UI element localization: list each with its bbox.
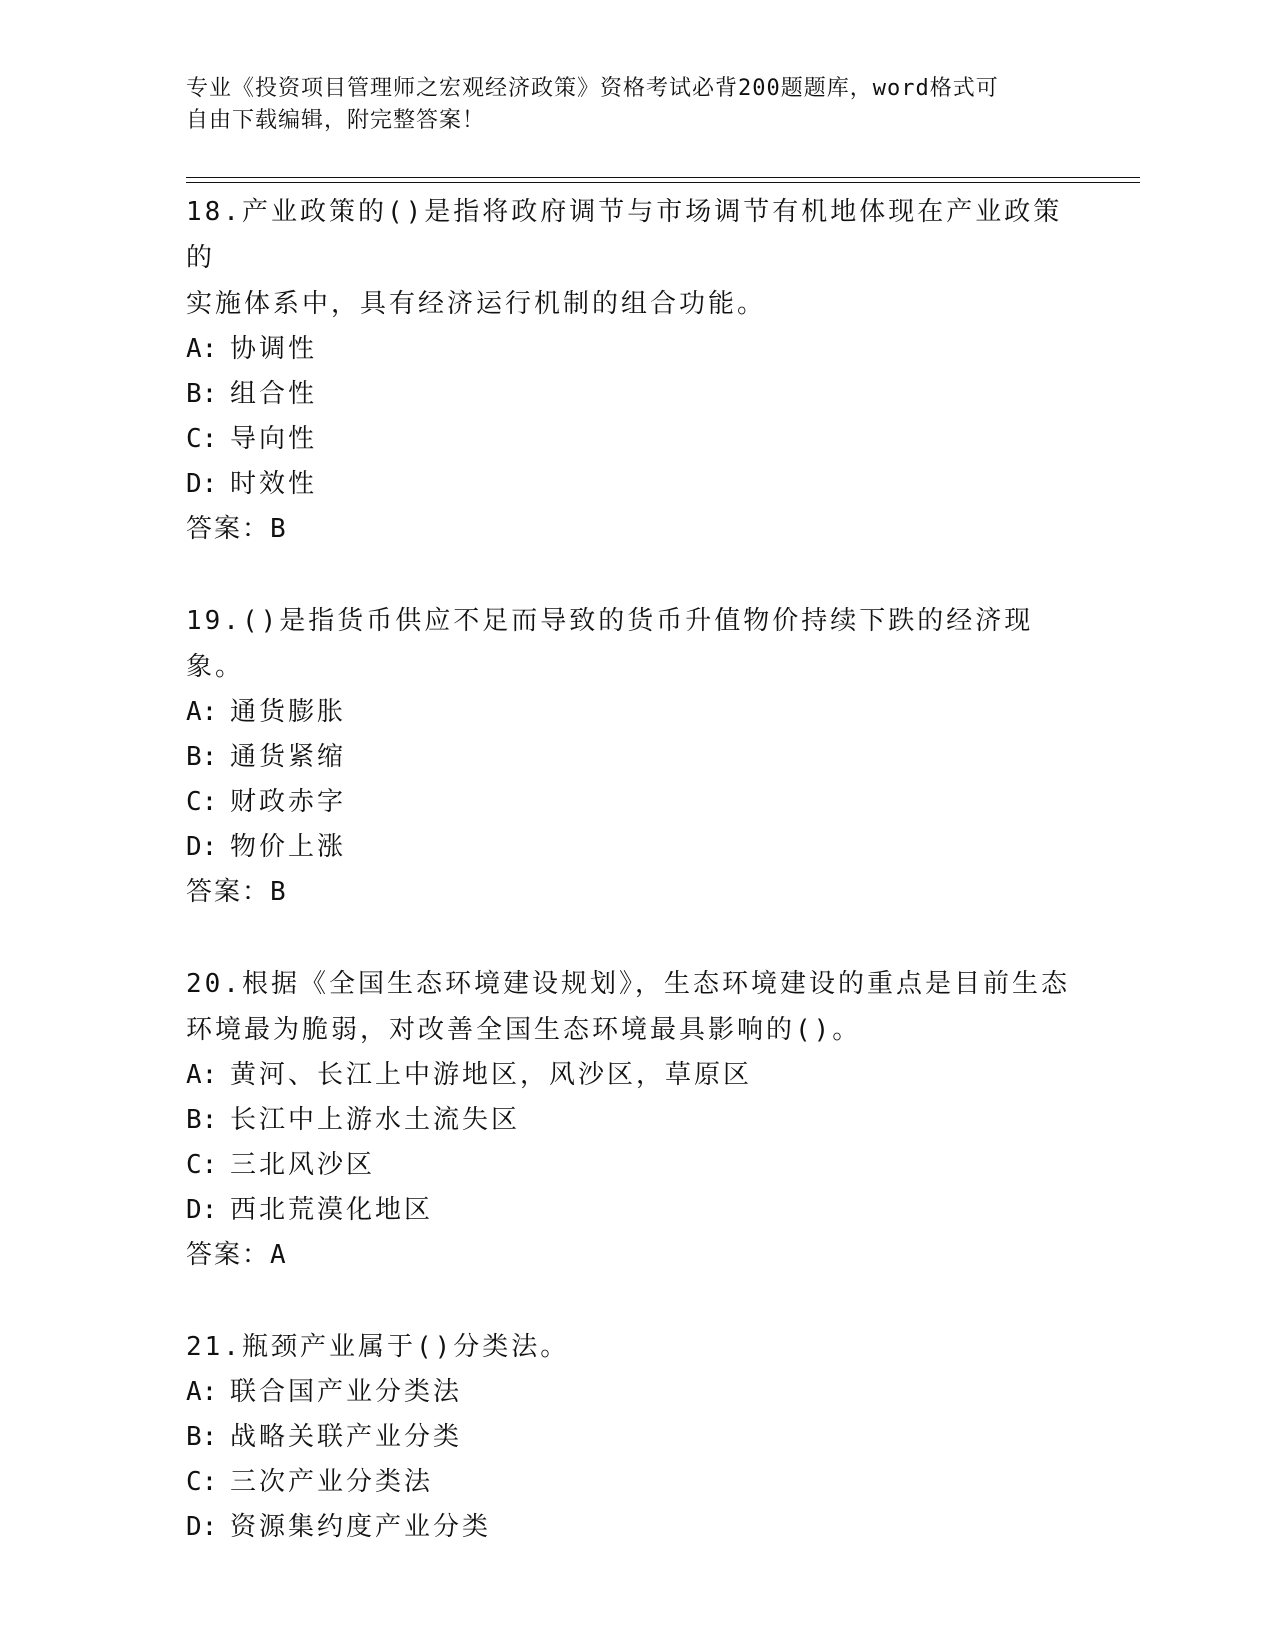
option-text: 三北风沙区 (230, 1150, 376, 1180)
option-text: 西北荒漠化地区 (230, 1195, 434, 1225)
question-19 (186, 598, 1086, 915)
option-text: 黄河、长江上中游地区，风沙区，草原区 (230, 1060, 753, 1090)
option-d (186, 1188, 1086, 1233)
header-divider-top (186, 177, 1140, 178)
answer-line (186, 1233, 1086, 1278)
option-letter: C: (186, 424, 218, 454)
question-18 (186, 189, 1086, 552)
option-a (186, 1370, 1086, 1415)
option-letter: B: (186, 379, 218, 409)
answer-line (186, 507, 1086, 552)
option-b (186, 372, 1086, 417)
option-letter: C: (186, 1467, 218, 1497)
option-letter: C: (186, 787, 218, 817)
answer-label: 答案： (186, 514, 271, 544)
question-stem-line-1: 18.产业政策的()是指将政府调节与市场调节有机地体现在产业政策的 (186, 197, 1063, 273)
question-stem-line-1: 21.瓶颈产业属于()分类法。 (186, 1332, 570, 1362)
option-text: 长江中上游水土流失区 (230, 1105, 521, 1135)
option-d (186, 462, 1086, 507)
option-text: 协调性 (230, 334, 318, 364)
option-text: 三次产业分类法 (230, 1467, 434, 1497)
option-c (186, 1143, 1086, 1188)
document-header (186, 73, 1086, 137)
option-letter: A: (186, 334, 218, 364)
answer-label: 答案： (186, 1240, 271, 1270)
option-c (186, 417, 1086, 462)
header-line-1: 专业《投资项目管理师之宏观经济政策》资格考试必背200题题库，word格式可 (186, 76, 999, 101)
question-stem (186, 598, 1086, 690)
option-text: 通货紧缩 (230, 742, 347, 772)
option-letter: B: (186, 1105, 218, 1135)
option-letter: A: (186, 1060, 218, 1090)
option-text: 组合性 (230, 379, 318, 409)
option-letter: D: (186, 1195, 218, 1225)
option-b (186, 735, 1086, 780)
option-c (186, 1460, 1086, 1505)
option-text: 通货膨胀 (230, 697, 347, 727)
option-letter: D: (186, 469, 218, 499)
option-b (186, 1415, 1086, 1460)
option-text: 财政赤字 (230, 787, 347, 817)
option-d (186, 825, 1086, 870)
option-letter: A: (186, 1377, 218, 1407)
question-21 (186, 1324, 1086, 1550)
option-letter: B: (186, 742, 218, 772)
answer-value: A (270, 1240, 288, 1270)
option-letter: C: (186, 1150, 218, 1180)
answer-label: 答案： (186, 877, 271, 907)
option-letter: D: (186, 832, 218, 862)
question-stem-line-1: 19.()是指货币供应不足而导致的货币升值物价持续下跌的经济现象。 (186, 606, 1034, 682)
option-text: 导向性 (230, 424, 318, 454)
option-text: 时效性 (230, 469, 318, 499)
answer-value: B (270, 514, 288, 544)
question-stem-line-2: 环境最为脆弱，对改善全国生态环境最具影响的()。 (186, 1015, 862, 1045)
header-divider-bottom (186, 182, 1140, 183)
option-letter: D: (186, 1512, 218, 1542)
option-a (186, 327, 1086, 372)
question-stem-line-2: 实施体系中，具有经济运行机制的组合功能。 (186, 289, 767, 319)
header-line-2: 自由下载编辑，附完整答案！ (186, 108, 486, 133)
option-letter: B: (186, 1422, 218, 1452)
option-a (186, 690, 1086, 735)
option-letter: A: (186, 697, 218, 727)
answer-value: B (270, 877, 288, 907)
option-d (186, 1505, 1086, 1550)
option-c (186, 780, 1086, 825)
option-text: 战略关联产业分类 (230, 1422, 463, 1452)
question-stem (186, 1324, 1086, 1370)
option-a (186, 1053, 1086, 1098)
question-stem-line-1: 20.根据《全国生态环境建设规划》，生态环境建设的重点是目前生态 (186, 969, 1070, 999)
option-text: 物价上涨 (230, 832, 347, 862)
option-text: 联合国产业分类法 (230, 1377, 463, 1407)
question-20 (186, 961, 1086, 1278)
question-stem (186, 961, 1086, 1053)
answer-line (186, 870, 1086, 915)
option-b (186, 1098, 1086, 1143)
question-stem (186, 189, 1086, 327)
option-text: 资源集约度产业分类 (230, 1512, 492, 1542)
question-list (186, 189, 1086, 1596)
